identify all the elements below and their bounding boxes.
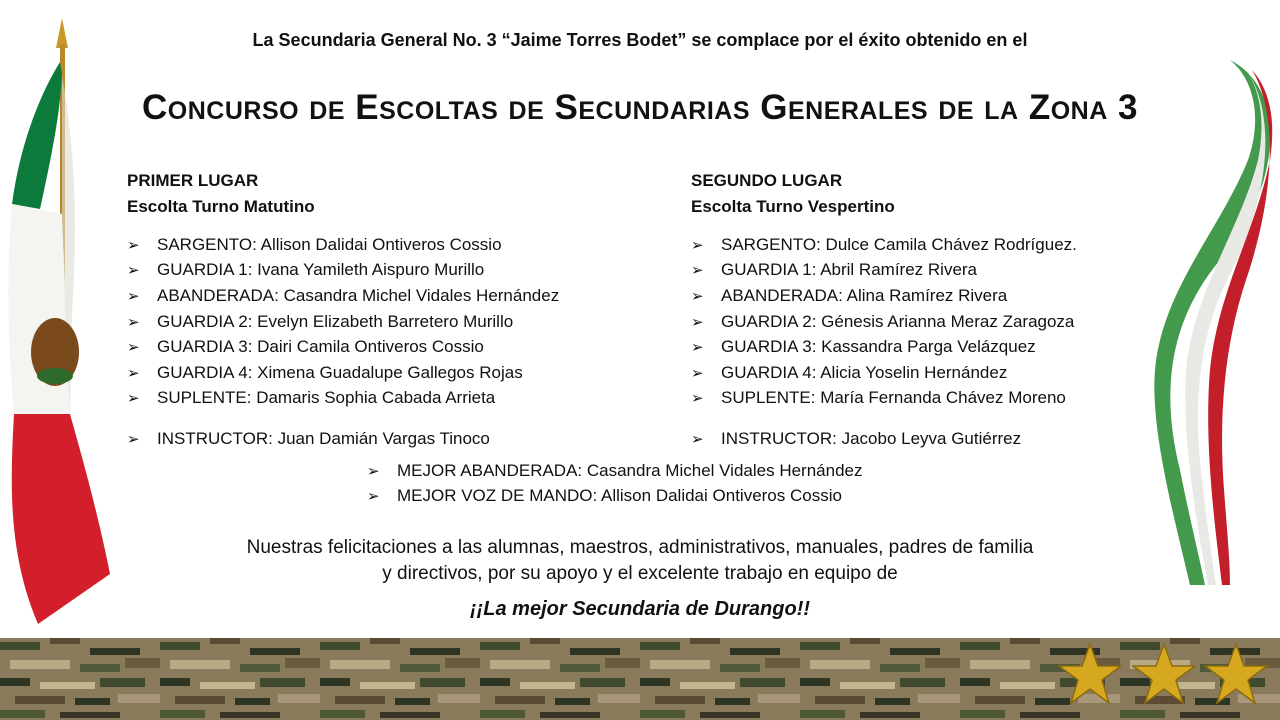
list-item: ➢ GUARDIA 2: Génesis Arianna Meraz Zaragoza [691,311,1075,331]
first-place-heading: PRIMER LUGAR [127,171,259,190]
flag-green-stripe [12,62,62,209]
arrowhead-bullet-icon: ➢ [691,364,704,382]
closing-line-2: y directivos, por su apoyo y el excelente trabajo en equipo de [382,563,898,584]
arrowhead-bullet-icon: ➢ [691,262,704,280]
arrowhead-bullet-icon: ➢ [127,313,140,331]
arrowhead-bullet-icon: ➢ [127,364,140,382]
arrowhead-bullet-icon: ➢ [367,488,380,506]
first-place-subheading: Escolta Turno Matutino [127,197,315,216]
arrowhead-bullet-icon: ➢ [691,430,704,448]
list-item: ➢ SARGENTO: Allison Dalidai Ontiveros Cossio [127,234,502,254]
arrowhead-bullet-icon: ➢ [127,262,140,280]
list-item: ➢ GUARDIA 3: Dairi Camila Ontiveros Cossio [127,337,484,357]
arrowhead-bullet-icon: ➢ [691,339,704,357]
instructor-item: ➢ INSTRUCTOR: Jacobo Leyva Gutiérrez [691,428,1022,448]
second-place-section [691,168,1251,452]
arrowhead-bullet-icon: ➢ [691,313,704,331]
list-item: ➢ ABANDERADA: Casandra Michel Vidales Hernández [127,285,560,305]
second-place-heading: SEGUNDO LUGAR [691,171,843,190]
intro-text: La Secundaria General No. 3 “Jaime Torres Bodet” se complace por el éxito obtenido en el [252,30,1028,50]
award-item: ➢ MEJOR ABANDERADA: Casandra Michel Vidales Hernández [367,460,863,480]
list-item: ➢ SUPLENTE: Damaris Sophia Cabada Arrieta [127,388,496,408]
list-item: ➢ SARGENTO: Dulce Camila Chávez Rodríguez. [691,234,1077,254]
first-place-section [127,168,687,452]
instructor-item: ➢ INSTRUCTOR: Juan Damián Vargas Tinoco [127,428,490,448]
list-item: ➢ SUPLENTE: María Fernanda Chávez Moreno [691,388,1066,408]
slogan: ¡¡La mejor Secundaria de Durango!! [469,598,811,620]
list-item: ➢ GUARDIA 2: Evelyn Elizabeth Barretero Murillo [127,311,514,331]
closing-message [0,535,1280,587]
arrowhead-bullet-icon: ➢ [691,390,704,408]
flag-red-stripe [12,414,110,624]
list-item: ➢ GUARDIA 1: Abril Ramírez Rivera [691,260,978,280]
list-item: ➢ GUARDIA 4: Ximena Guadalupe Gallegos Rojas [127,362,523,382]
gold-star-icon [1204,642,1268,706]
arrowhead-bullet-icon: ➢ [127,390,140,408]
gold-star-icon [1058,642,1122,706]
closing-line-1: Nuestras felicitaciones a las alumnas, maestros, administrativos, manuales, padres de familia [246,537,1034,558]
award-item: ➢ MEJOR VOZ DE MANDO: Allison Dalidai Ontiveros Cossio [367,486,842,506]
list-item: ➢ GUARDIA 1: Ivana Yamileth Aispuro Murillo [127,260,485,280]
arrowhead-bullet-icon: ➢ [127,236,140,254]
list-item: ➢ GUARDIA 4: Alicia Yoselin Hernández [691,362,1008,382]
second-place-subheading: Escolta Turno Vespertino [691,197,895,216]
special-awards [367,458,863,509]
gold-star-icon [1132,642,1196,706]
arrowhead-bullet-icon: ➢ [367,462,380,480]
arrowhead-bullet-icon: ➢ [127,430,140,448]
arrowhead-bullet-icon: ➢ [691,287,704,305]
arrowhead-bullet-icon: ➢ [127,339,140,357]
list-item: ➢ ABANDERADA: Alina Ramírez Rivera [691,285,1008,305]
page-title: Concurso de Escoltas de Secundarias Generales de la Zona 3 [142,88,1138,127]
list-item: ➢ GUARDIA 3: Kassandra Parga Velázquez [691,337,1036,357]
arrowhead-bullet-icon: ➢ [691,236,704,254]
arrowhead-bullet-icon: ➢ [127,287,140,305]
